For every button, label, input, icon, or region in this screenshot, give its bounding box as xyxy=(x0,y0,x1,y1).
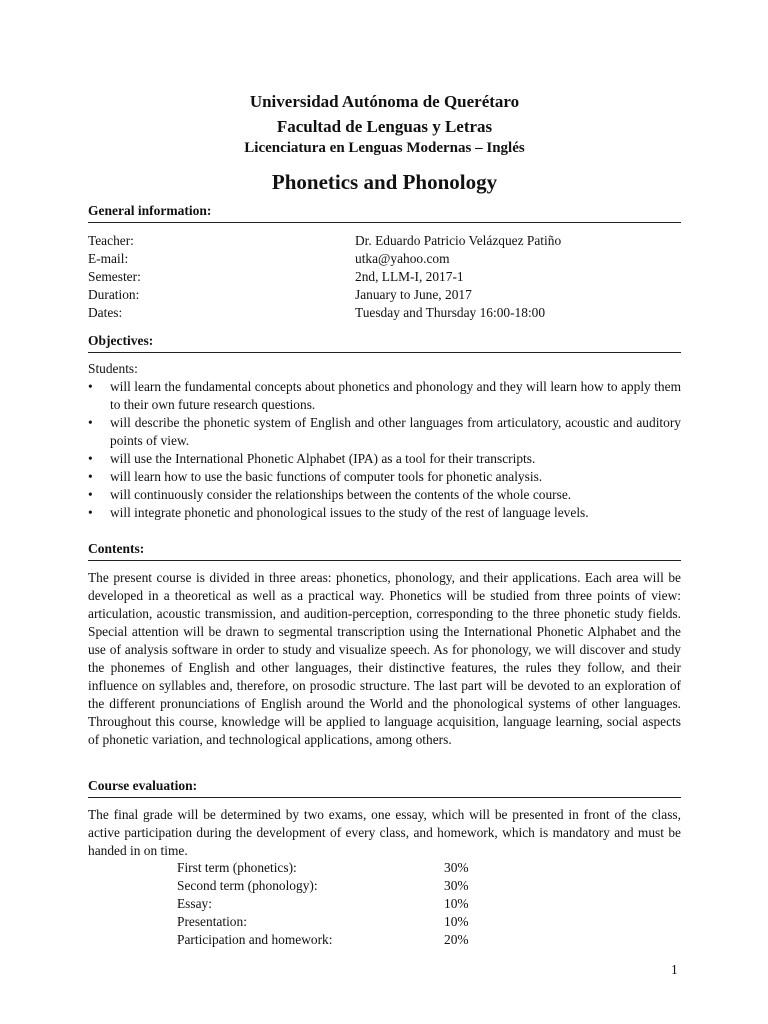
grade-label: Essay: xyxy=(177,896,212,911)
grade-label: Participation and homework: xyxy=(177,932,333,947)
section-divider xyxy=(88,797,681,798)
program-name: Licenciatura en Lenguas Modernas – Inglés xyxy=(244,140,525,156)
general-info-heading: General information: xyxy=(88,203,212,218)
objective-item: • will continuously consider the relationships between the contents of the whole course. xyxy=(88,486,681,504)
section-divider xyxy=(88,560,681,561)
page-number: 1 xyxy=(671,962,678,977)
info-value: January to June, 2017 xyxy=(355,287,472,302)
objectives-intro: Students: xyxy=(88,361,138,376)
grade-label: Presentation: xyxy=(177,914,247,929)
grade-percent: 10% xyxy=(444,896,469,911)
grade-item xyxy=(88,877,488,895)
objectives-heading: Objectives: xyxy=(88,333,154,348)
course-title: Phonetics and Phonology xyxy=(271,170,498,194)
grade-label: First term (phonetics): xyxy=(177,860,297,875)
info-label: E-mail: xyxy=(88,251,129,266)
objective-item: • will use the International Phonetic Alphabet (IPA) as a tool for their transcripts. xyxy=(88,450,681,468)
info-value: 2nd, LLM-I, 2017-1 xyxy=(355,269,464,284)
info-value: Tuesday and Thursday 16:00-18:00 xyxy=(355,305,546,320)
info-row-email xyxy=(88,250,681,268)
section-divider xyxy=(88,222,681,223)
grade-percent: 20% xyxy=(444,932,469,947)
university-name: Universidad Autónoma de Querétaro xyxy=(249,92,520,111)
faculty-name: Facultad de Lenguas y Letras xyxy=(276,117,493,136)
objective-item: • will integrate phonetic and phonological issues to the study of the rest of language levels. xyxy=(88,504,681,522)
info-row-semester xyxy=(88,268,681,286)
grade-percent: 10% xyxy=(444,914,469,929)
info-label: Semester: xyxy=(88,269,141,284)
grade-item xyxy=(88,931,488,949)
objective-item: • will describe the phonetic system of English and other languages from articulatory, acoustic and auditory points of view. xyxy=(88,414,681,450)
grade-label: Second term (phonology): xyxy=(177,878,318,893)
info-label: Duration: xyxy=(88,287,140,302)
info-value: Dr. Eduardo Patricio Velázquez Patiño xyxy=(355,233,562,248)
grade-item xyxy=(88,859,488,877)
grade-percent: 30% xyxy=(444,878,469,893)
section-divider xyxy=(88,352,681,353)
evaluation-paragraph: The final grade will be determined by two exams, one essay, which will be presented in front of the class, active participation during the development of every class, and homework, which is mandatory and must be handed in on time. xyxy=(88,807,681,858)
info-label: Dates: xyxy=(88,305,123,320)
objectives-list xyxy=(88,378,681,522)
contents-paragraph: The present course is divided in three areas: phonetics, phonology, and their applications. Each area will be developed in a theoretical as well as a practical way. Phonetics will be studied from three points of view: articulation, acoustic transmission, and audition-perception, corresponding to the three phonetic study fields. Special attention will be drawn to segmental transcription using the International Phonetic Alphabet and the use of analysis software in order to study and visualize speech. As for phonology, we will discover and study the phonemes of English and other languages, their distinctive features, the rules they follow, and their influence on syllables and, therefore, on prosodic structure. The last part will be devoted to an exploration of the different pronunciations of English around the World and the phonological systems of other languages. Throughout this course, knowledge will be applied to language acquisition, language learning, social aspects of phonetic variation, and technological applications, among others. xyxy=(88,570,681,747)
grade-percent: 30% xyxy=(444,860,469,875)
info-row-dates xyxy=(88,304,681,322)
info-row-duration xyxy=(88,286,681,304)
grade-item xyxy=(88,913,488,931)
objective-item: • will learn how to use the basic functions of computer tools for phonetic analysis. xyxy=(88,468,681,486)
objective-item: • will learn the fundamental concepts about phonetics and phonology and they will learn how to apply them to their own future research questions. xyxy=(88,378,681,414)
contents-heading: Contents: xyxy=(88,541,145,556)
info-label: Teacher: xyxy=(88,233,134,248)
info-row-teacher xyxy=(88,232,681,250)
info-value: utka@yahoo.com xyxy=(355,251,450,266)
grade-item xyxy=(88,895,488,913)
evaluation-heading: Course evaluation: xyxy=(88,778,198,793)
